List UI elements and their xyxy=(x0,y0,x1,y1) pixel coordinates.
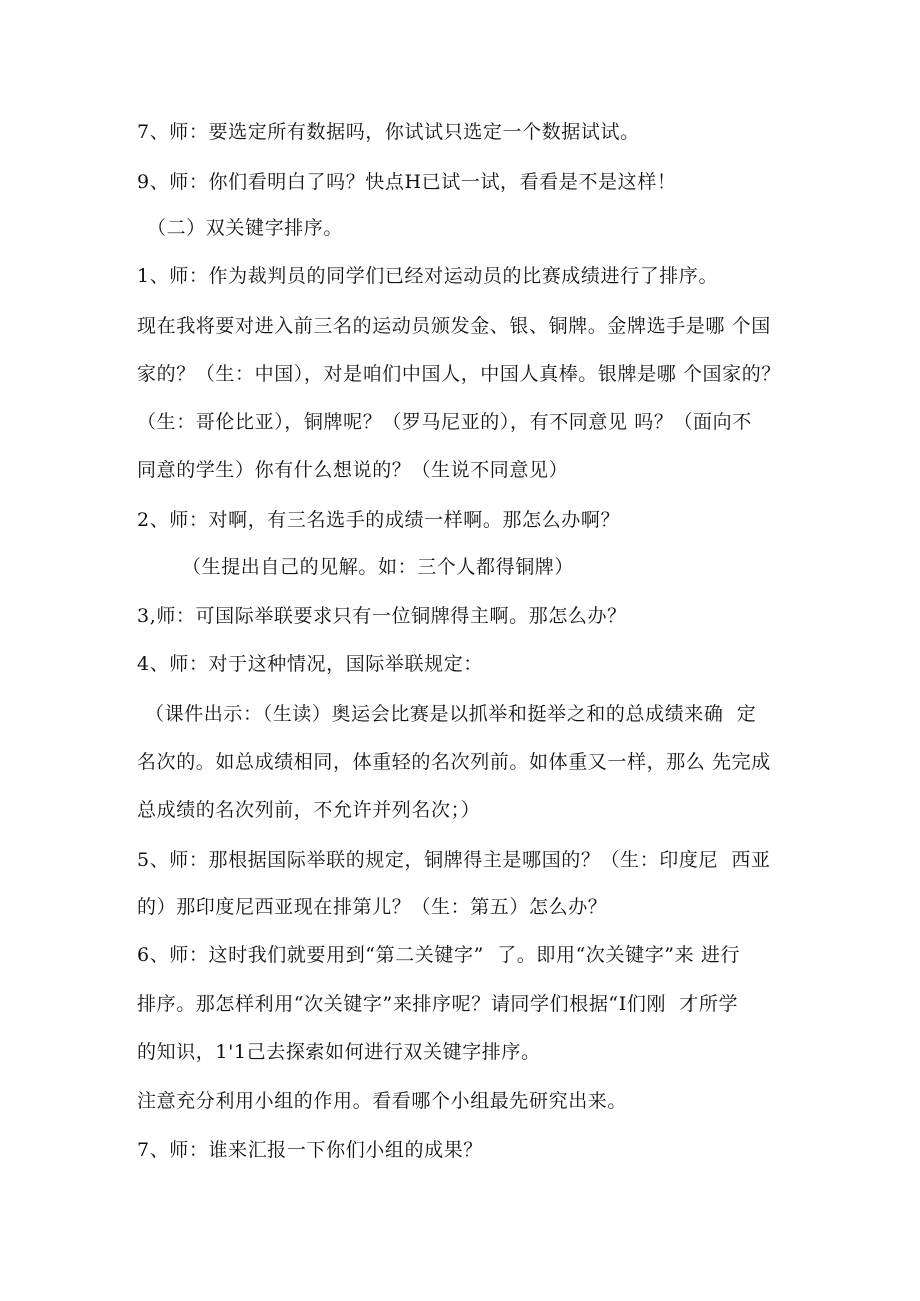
paragraph-line: （课件出示：（生读）奥运会比赛是以抓举和挺举之和的总成绩来确 定 xyxy=(145,703,757,725)
paragraph-line: 2、师：对啊，有三名选手的成绩一样啊。那怎么办啊？ xyxy=(137,509,621,531)
paragraph-line: 现在我将要对进入前三名的运动员颁发金、银、铜牌。金牌选手是哪 个国 xyxy=(137,315,771,337)
paragraph-line: 9、师：你们看明白了吗？快点H已试一试，看看是不是这样！ xyxy=(137,171,677,193)
paragraph-line: 同意的学生）你有什么想说的？（生说不同意见） xyxy=(137,459,569,481)
paragraph-line: 5、师：那根据国际举联的规定，铜牌得主是哪国的？（生：印度尼 西亚 xyxy=(137,849,771,871)
paragraph-line: 6、师：这时我们就要用到“第二关键字” 了。即用“次关键字”来 进行 xyxy=(137,944,741,966)
paragraph-line: 7、师：谁来汇报一下你们小组的成果？ xyxy=(137,1139,483,1161)
paragraph-line: 4、师：对于这种情况，国际举联规定： xyxy=(137,653,483,675)
paragraph-line: 家的？（生：中国），对是咱们中国人，中国人真棒。银牌是哪 个国家的？ xyxy=(137,363,781,385)
paragraph-line: 的知识，1'1己去探索如何进行双关键字排序。 xyxy=(137,1041,541,1063)
paragraph-line: 排序。那怎样利用“次关键字”来排序呢？请同学们根据“I们刚 才所学 xyxy=(137,993,739,1015)
paragraph-line: 3,师：可国际举联要求只有一位铜牌得主啊。那怎么办？ xyxy=(137,605,627,627)
section-heading: （二）双关键字排序。 xyxy=(147,217,344,239)
paragraph-line: 名次的。如总成绩相同，体重轻的名次列前。如体重又一样，那么 先完成 xyxy=(137,751,771,773)
paragraph-line: 7、师：要选定所有数据吗，你试试只选定一个数据试试。 xyxy=(137,121,640,143)
paragraph-line: 1、师：作为裁判员的同学们已经对运动员的比赛成绩进行了排序。 xyxy=(137,265,719,287)
paragraph-line: 的）那印度尼西亚现在排第儿？（生：第五）怎么办？ xyxy=(137,896,608,918)
paragraph-line: 总成绩的名次列前，不允许并列名次；） xyxy=(137,799,481,821)
paragraph-line: 注意充分利用小组的作用。看看哪个小组最先研究出来。 xyxy=(137,1090,628,1112)
paragraph-line: （生：哥伦比亚），铜牌呢？（罗马尼亚的），有不同意见 吗？（面向不 xyxy=(137,411,752,433)
paragraph-line: （生提出自己的见解。如：三个人都得铜牌） xyxy=(182,556,575,578)
